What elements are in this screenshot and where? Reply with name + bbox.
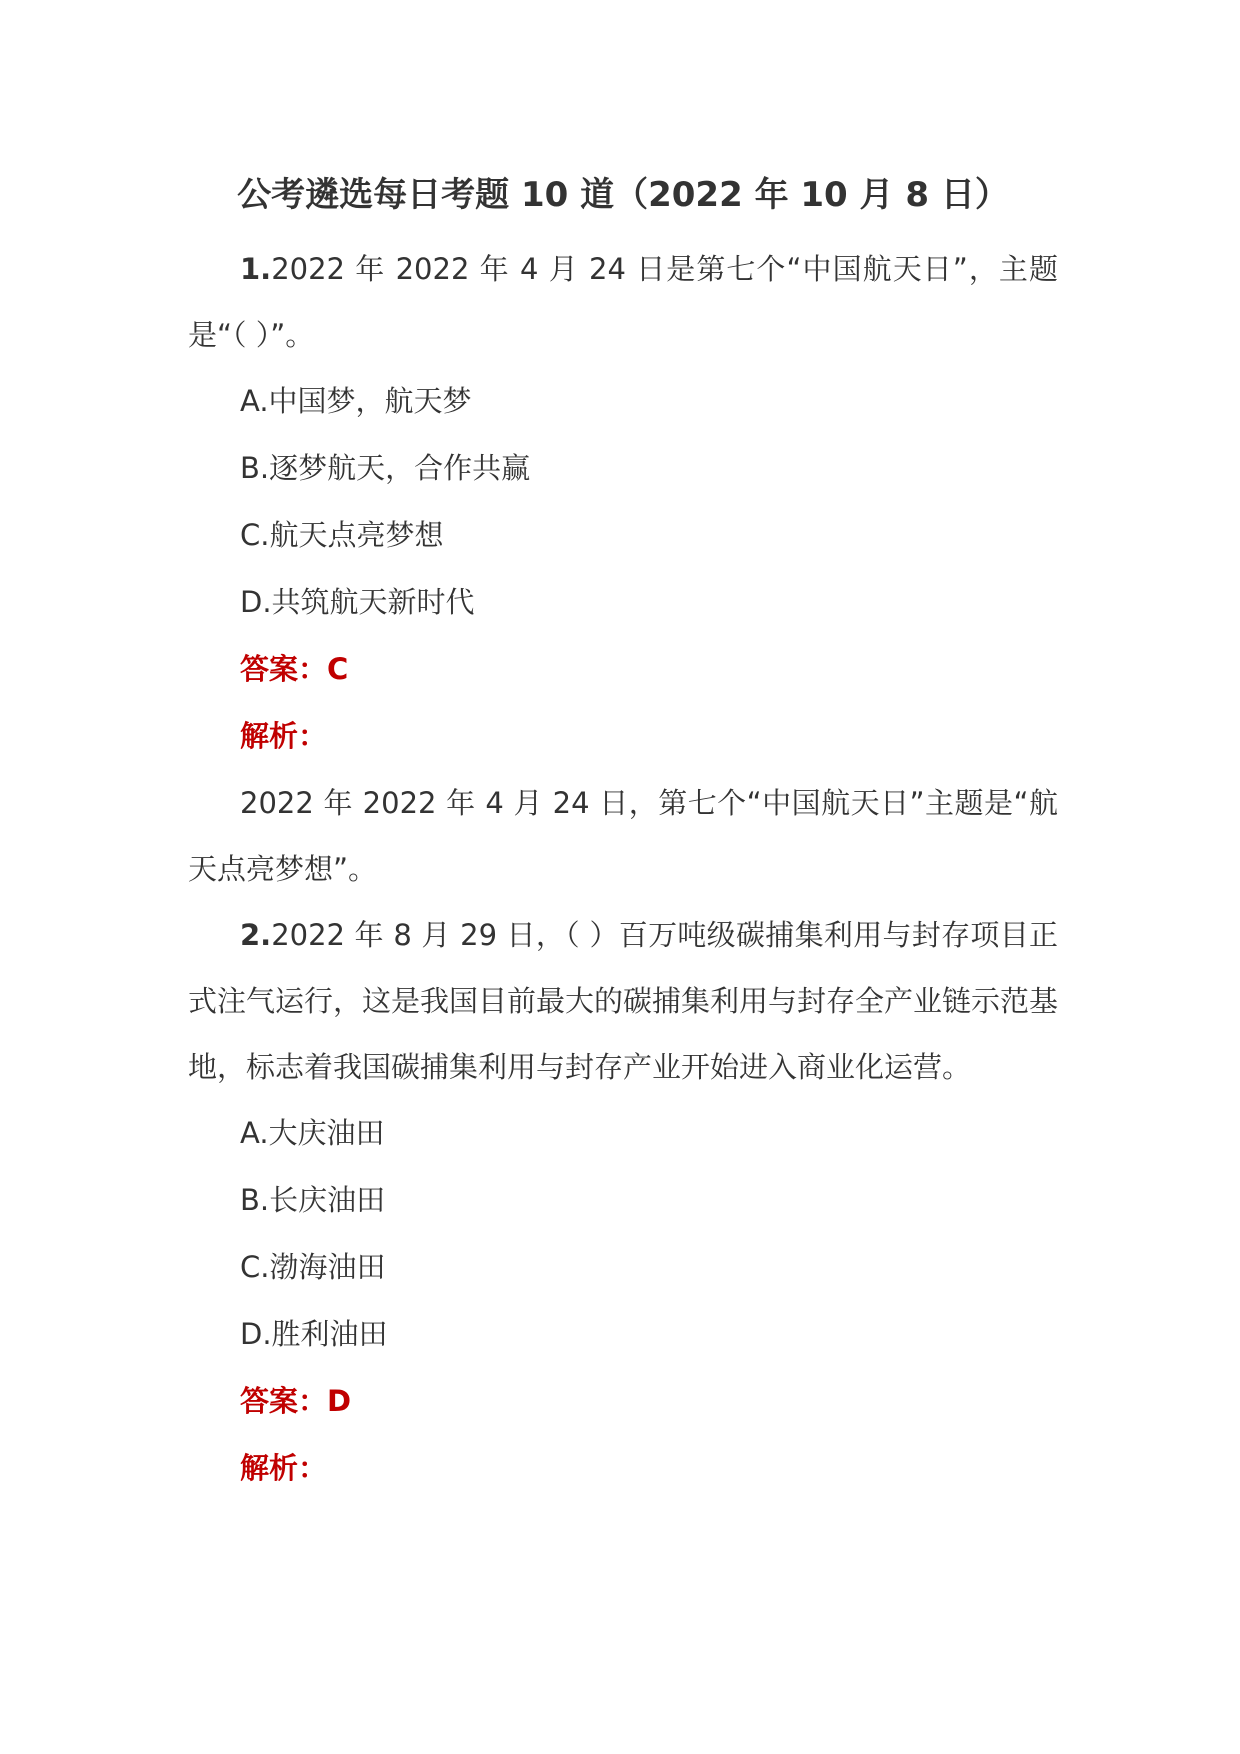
question-number: 1. <box>240 252 272 286</box>
option-c: C.渤海油田 <box>240 1250 386 1284</box>
document-title: 公考遴选每日考题 10 道（2022 年 10 月 8 日） <box>237 175 1009 215</box>
analysis-text: 2022 年 2022 年 4 月 24 日，第七个“中国航天日”主题是“航天点亮梦想”。 <box>188 786 1058 886</box>
analysis-label: 解析： <box>240 719 328 753</box>
question-stem <box>188 902 1058 1100</box>
answer-label: 答案：C <box>240 652 349 686</box>
option-a: A.中国梦，航天梦 <box>240 384 472 418</box>
question-1 <box>188 236 1058 902</box>
option-b: B.逐梦航天，合作共赢 <box>240 451 531 485</box>
option-c: C.航天点亮梦想 <box>240 518 444 552</box>
option-b: B.长庆油田 <box>240 1183 386 1217</box>
question-stem <box>188 236 1058 368</box>
question-text: 2022 年 8 月 29 日，（ ）百万吨级碳捕集利用与封存项目正式注气运行，这是我国目前最大的碳捕集利用与封存全产业链示范基地，标志着我国碳捕集利用与封存产业开始进入商业化运营。 <box>188 918 1059 1084</box>
question-number: 2. <box>240 918 272 952</box>
analysis-label: 解析： <box>240 1451 328 1485</box>
option-d: D.共筑航天新时代 <box>240 585 475 619</box>
document-page <box>188 170 1058 1502</box>
option-d: D.胜利油田 <box>240 1317 388 1351</box>
option-a: A.大庆油田 <box>240 1116 385 1150</box>
question-2 <box>188 902 1058 1502</box>
question-text: 2022 年 2022 年 4 月 24 日是第七个“中国航天日”，主题是“（ ）”。 <box>188 252 1058 352</box>
answer-label: 答案：D <box>240 1384 352 1418</box>
